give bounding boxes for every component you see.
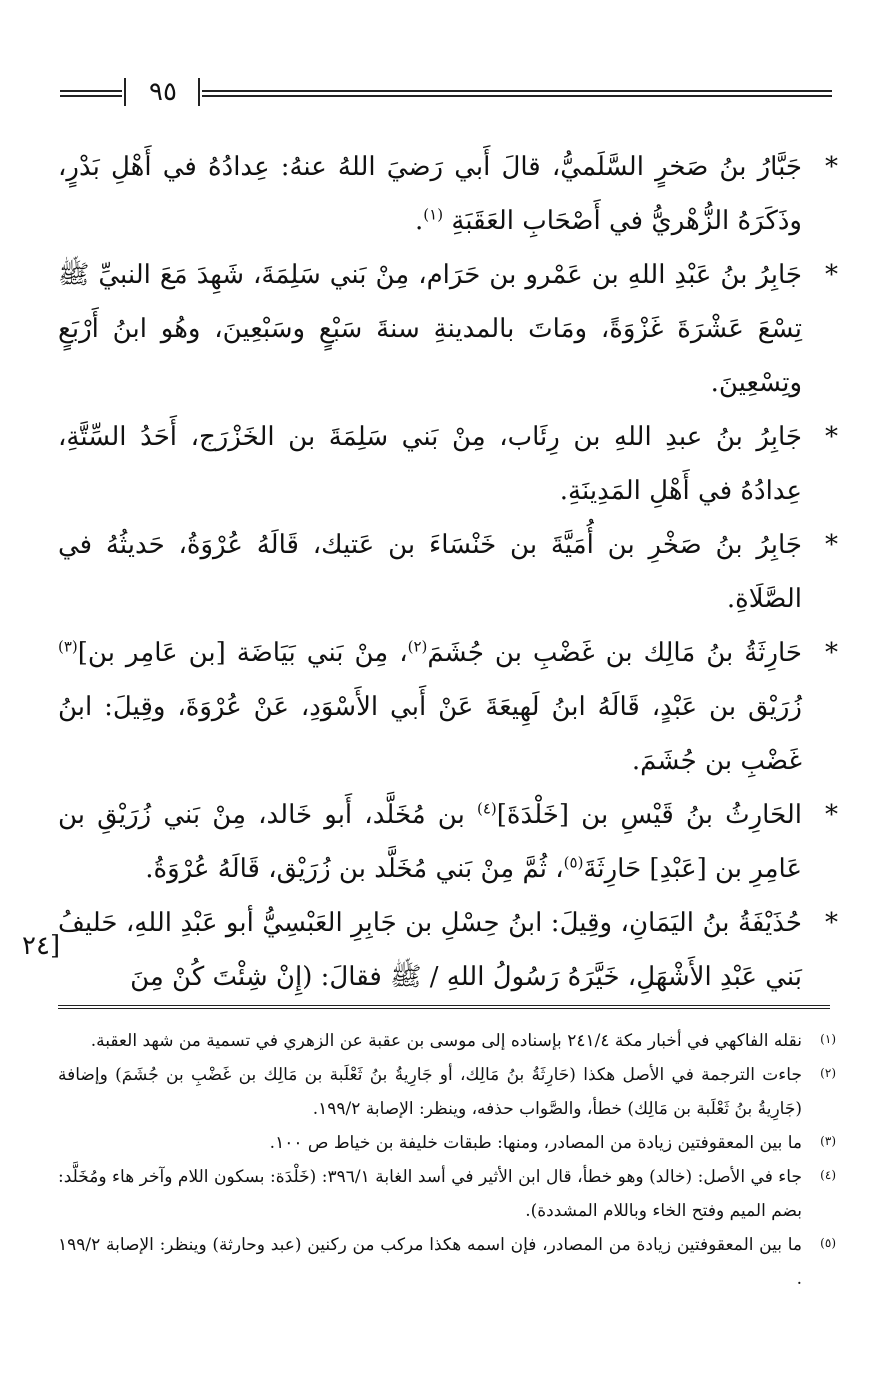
running-header <box>60 78 832 108</box>
footnotes <box>58 1024 836 1296</box>
header-rule-left <box>60 90 122 97</box>
footnote-number: (١) <box>820 1032 836 1046</box>
footnote-ref[interactable]: (٢) <box>407 637 428 656</box>
footnote-number: (٥) <box>820 1236 836 1250</box>
footnote-1 <box>58 1024 836 1058</box>
bullet-star: * <box>825 422 838 452</box>
footnote-ref[interactable]: (٥) <box>563 853 584 872</box>
footnote-text: جاءت الترجمة في الأصل هكذا (حَارِثَةُ بنُ مَالِك، أو جَارِيةُ بنُ ثَعْلَبة بن مَالِك بن غَضْبِ بن جُشَمَ) وإضافة (جَارِيةُ بنُ ثَعْلَبة بن مَالِك) خطأ، والصَّواب حذفه، وينظر: الإصابة ١٩٩/٢. <box>58 1065 802 1119</box>
entry-text: الحَارِثُ بنُ قَيْسِ بن [خَلْدَةَ] <box>496 800 802 830</box>
footnote-4 <box>58 1160 836 1228</box>
footnote-text: ما بين المعقوفتين زيادة من المصادر، فإن اسمه هكذا مركب من ركنين (عبد وحارثة) وينظر: الإصابة ١٩٩/٢ . <box>58 1235 802 1289</box>
footnote-5 <box>58 1228 836 1296</box>
entry-hudhayfa-bin-yaman <box>58 896 836 1004</box>
entry-text: حُذَيْفَةُ بنُ اليَمَانِ، وقِيلَ: ابنُ حِسْلِ بن جَابِرِ العَبْسِيُّ أبو عَبْدِ اللهِ، حَليفُ بَني عَبْدِ الأَشْهَلِ، خَيَّرَهُ رَسُولُ اللهِ / ﷺ فقالَ: (إِنْ شِئْتَ كُنْ مِنَ <box>58 908 802 992</box>
entry-text: جَابِرُ بنُ عبدِ اللهِ بن رِئَاب، مِنْ بَني سَلِمَةَ بن الخَزْرَج، أَحَدُ السِّتَّةِ، عِدادُهُ في أَهْلِ المَدِينَةِ. <box>58 422 802 506</box>
entry-tail: زُرَيْق بن عَبْدٍ، قَالَهُ ابنُ لَهِيعَةَ عَنْ أَبي الأَسْوَدِ، عَنْ عُرْوَةَ، وقِيلَ: ابنُ غَضْبِ بن جُشَمَ. <box>58 692 802 776</box>
bullet-star: * <box>825 152 838 182</box>
entry-text: جَبَّارُ بنُ صَخرٍ السَّلَميُّ، قالَ أَبي رَضيَ اللهُ عنهُ: عِدادُهُ في أَهْلِ بَدْرٍ، وذَكَرَهُ الزُّهْريُّ في أَصْحَابِ العَقَبَةِ <box>58 152 802 236</box>
entry-tail: ، ثُمَّ مِنْ بَني مُخَلَّد بن زُرَيْق، قَالَهُ عُرْوَةُ. <box>145 854 564 884</box>
bullet-star: * <box>825 260 838 290</box>
entry-tail: ، مِنْ بَني بَيَاضَة [بن عَامِر بن] <box>77 638 408 668</box>
footnote-3 <box>58 1126 836 1160</box>
manuscript-page-marker: [٢٤ <box>22 931 61 961</box>
entry-jabbar-bin-sakhr <box>58 140 836 248</box>
header-divider-left <box>124 78 126 106</box>
bullet-star: * <box>825 908 838 938</box>
footnote-text: جاء في الأصل: (خالد) وهو خطأ، قال ابن الأثير في أسد الغابة ٣٩٦/١: (خَلْدَة: بسكون اللام وآخر هاء ومُخَلَّد: بضم الميم وفتح الخاء وباللام المشددة). <box>58 1167 802 1221</box>
footnote-text: نقله الفاكهي في أخبار مكة ٢٤١/٤ بإسناده إلى موسى بن عقبة عن الزهري في تسمية من شهد العقبة. <box>90 1031 802 1051</box>
main-text <box>58 140 836 1004</box>
footnote-ref[interactable]: (٣) <box>58 637 78 656</box>
bullet-star: * <box>825 530 838 560</box>
footnote-2 <box>58 1058 836 1126</box>
footnote-ref[interactable]: (١) <box>423 205 444 224</box>
entry-tail: . <box>415 206 424 236</box>
entry-tail: بن مُخَلَّد، أَبو خَالد، مِنْ بَني زُرَيْقِ بن عَامِرِ بن [عَبْدِ] حَارِثَةَ <box>58 800 802 884</box>
entry-haritha-bin-malik <box>58 626 836 788</box>
footnote-separator <box>58 1005 830 1009</box>
page-number: ٩٥ <box>149 77 177 107</box>
entry-jabir-bin-abdullah-bin-amr <box>58 248 836 410</box>
footnote-number: (٤) <box>820 1168 836 1182</box>
entry-jabir-bin-sakhr <box>58 518 836 626</box>
entry-harith-bin-qais <box>58 788 836 896</box>
entry-text: حَارِثَةُ بنُ مَالِك بن غَضْبِ بن جُشَمَ <box>427 638 802 668</box>
bullet-star: * <box>825 800 838 830</box>
footnote-ref[interactable]: (٤) <box>477 799 497 818</box>
header-divider-right <box>198 78 200 106</box>
footnote-text: ما بين المعقوفتين زيادة من المصادر، ومنها: طبقات خليفة بن خياط ص ١٠٠. <box>269 1133 802 1153</box>
bullet-star: * <box>825 638 838 668</box>
entry-jabir-bin-abdullah-bin-riab <box>58 410 836 518</box>
footnote-number: (٣) <box>820 1134 836 1148</box>
footnote-number: (٢) <box>820 1066 836 1080</box>
entry-text: جَابِرُ بنُ صَخْرِ بن أُمَيَّةَ بن خَنْسَاءَ بن عَتيك، قَالَهُ عُرْوَةُ، حَديثُهُ في الصَّلَاةِ. <box>58 530 802 614</box>
entry-text: جَابِرُ بنُ عَبْدِ اللهِ بن عَمْرو بن حَرَام، مِنْ بَني سَلِمَةَ، شَهِدَ مَعَ النبيِّ ﷺ تِسْعَ عَشْرَةَ غَزْوَةً، ومَاتَ بالمدينةِ سنةَ سَبْعٍ وسَبْعِينَ، وهُو ابنُ أَرْبَعٍ وتِسْعِينَ. <box>58 260 802 398</box>
header-rule-right <box>202 90 832 97</box>
